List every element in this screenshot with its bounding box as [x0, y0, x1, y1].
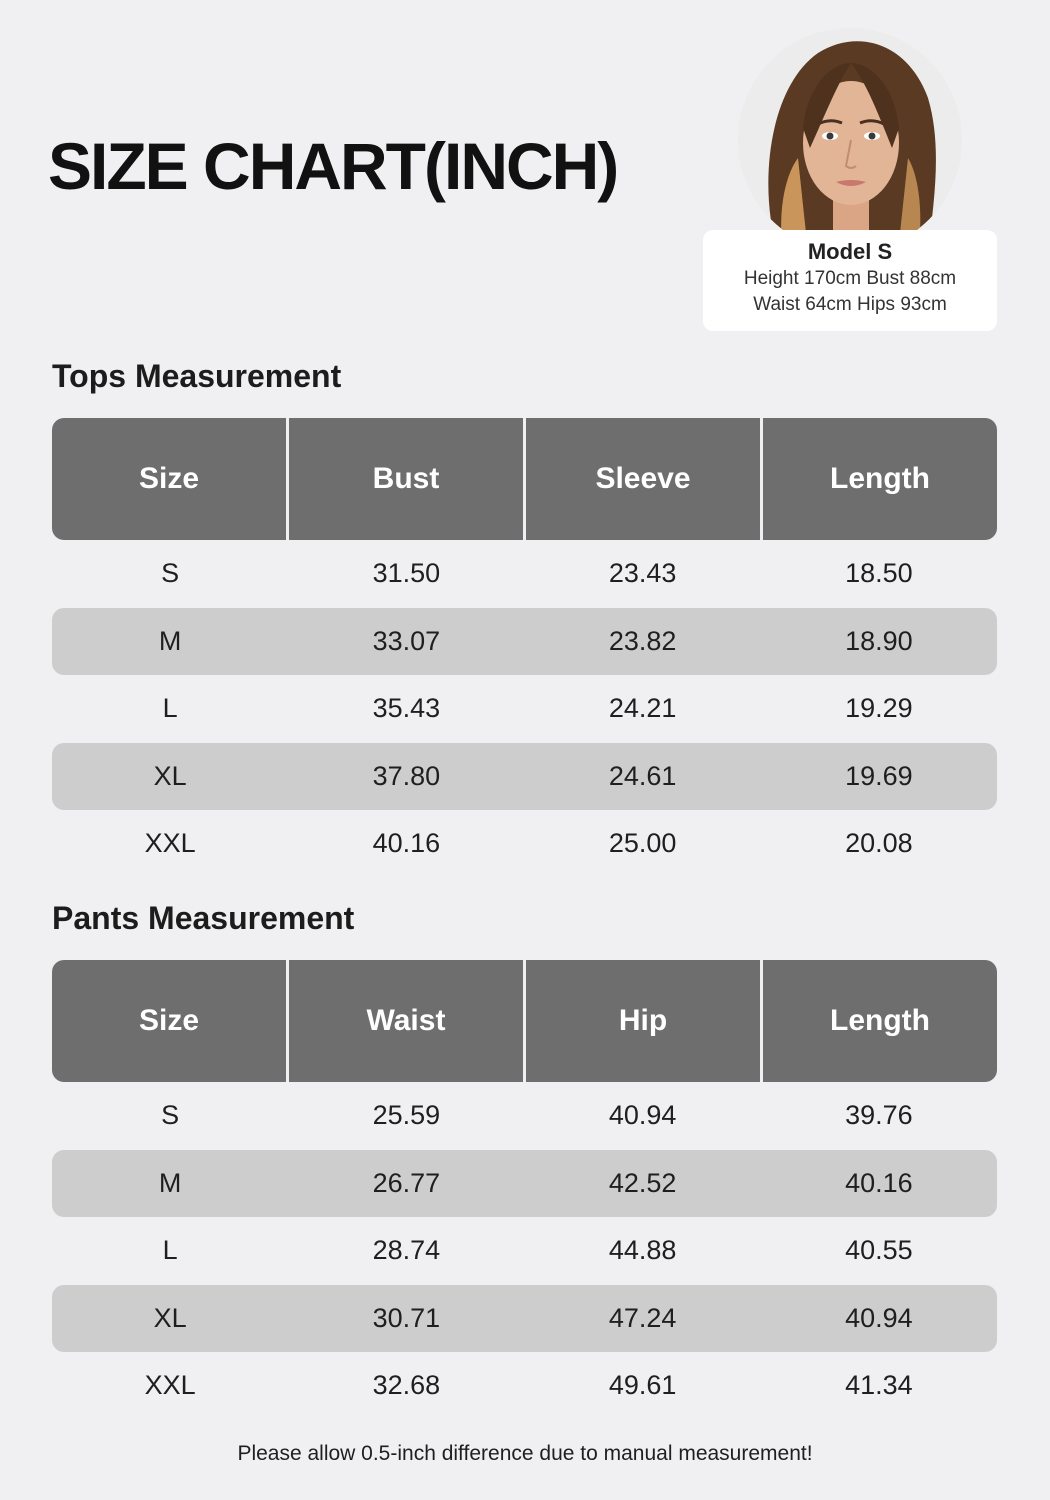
pants-table-header [52, 960, 997, 1082]
size-cell: S [161, 1100, 180, 1131]
size-cell: XXL [144, 828, 196, 859]
bust-cell: 31.50 [372, 558, 441, 589]
size-cell: M [158, 625, 182, 656]
sleeve-cell: 23.43 [608, 558, 677, 589]
sleeve-cell: 23.82 [608, 625, 677, 656]
sleeve-cell: 24.21 [608, 693, 677, 724]
sleeve-cell: 25.00 [608, 828, 677, 859]
model-waist-hips: Waist 64cm Hips 93cm [753, 294, 947, 315]
model-info-card [703, 230, 997, 331]
waist-cell: 32.68 [372, 1370, 441, 1401]
hip-cell: 47.24 [608, 1302, 677, 1333]
bust-cell: 33.07 [372, 625, 441, 656]
waist-cell: 26.77 [372, 1167, 441, 1198]
tops-header-bust: Bust [289, 418, 523, 540]
length-cell: 41.34 [845, 1370, 913, 1401]
tops-table-header [52, 418, 997, 540]
length-cell: 40.16 [845, 1167, 913, 1198]
page-title: SIZE CHART(INCH) [48, 129, 618, 203]
table-row [52, 1082, 997, 1150]
tops-header-size: Size [52, 418, 286, 540]
size-cell: XL [153, 1302, 187, 1333]
bust-cell: 35.43 [372, 693, 441, 724]
hip-cell: 49.61 [608, 1370, 677, 1401]
model-height-bust: Height 170cm Bust 88cm [743, 268, 957, 289]
tops-section-title: Tops Measurement [52, 358, 342, 394]
sleeve-cell: 24.61 [608, 760, 677, 791]
pants-header-length: Length [763, 960, 997, 1082]
model-name: Model S [807, 239, 893, 264]
length-cell: 40.55 [845, 1235, 913, 1266]
pants-header-size: Size [52, 960, 286, 1082]
bust-cell: 37.80 [372, 760, 441, 791]
table-row [52, 1217, 997, 1285]
length-cell: 40.94 [845, 1302, 913, 1333]
length-cell: 18.50 [845, 558, 913, 589]
tops-table [52, 418, 997, 878]
hip-cell: 42.52 [608, 1167, 677, 1198]
waist-cell: 25.59 [372, 1100, 441, 1131]
table-row [52, 810, 997, 878]
table-row [52, 743, 997, 811]
table-row [52, 1150, 997, 1218]
size-cell: XXL [144, 1370, 196, 1401]
size-cell: M [158, 1167, 182, 1198]
size-cell: L [162, 1235, 178, 1266]
waist-cell: 30.71 [372, 1302, 441, 1333]
tops-header-length: Length [763, 418, 997, 540]
table-row [52, 1352, 997, 1420]
table-row [52, 608, 997, 676]
size-cell: XL [153, 760, 187, 791]
pants-header-hip: Hip [526, 960, 760, 1082]
size-cell: S [161, 558, 180, 589]
length-cell: 19.29 [845, 693, 913, 724]
table-row [52, 540, 997, 608]
hip-cell: 40.94 [608, 1100, 677, 1131]
table-row [52, 1285, 997, 1353]
size-cell: L [162, 693, 178, 724]
tops-header-sleeve: Sleeve [526, 418, 760, 540]
measurement-footnote: Please allow 0.5-inch difference due to manual measurement! [237, 1442, 813, 1465]
hip-cell: 44.88 [608, 1235, 677, 1266]
length-cell: 19.69 [845, 760, 913, 791]
pants-table [52, 960, 997, 1420]
bust-cell: 40.16 [372, 828, 441, 859]
model-photo [738, 28, 962, 252]
pants-section-title: Pants Measurement [52, 900, 355, 936]
waist-cell: 28.74 [372, 1235, 441, 1266]
pants-header-waist: Waist [289, 960, 523, 1082]
length-cell: 20.08 [845, 828, 913, 859]
table-row [52, 675, 997, 743]
length-cell: 39.76 [845, 1100, 913, 1131]
length-cell: 18.90 [845, 625, 913, 656]
